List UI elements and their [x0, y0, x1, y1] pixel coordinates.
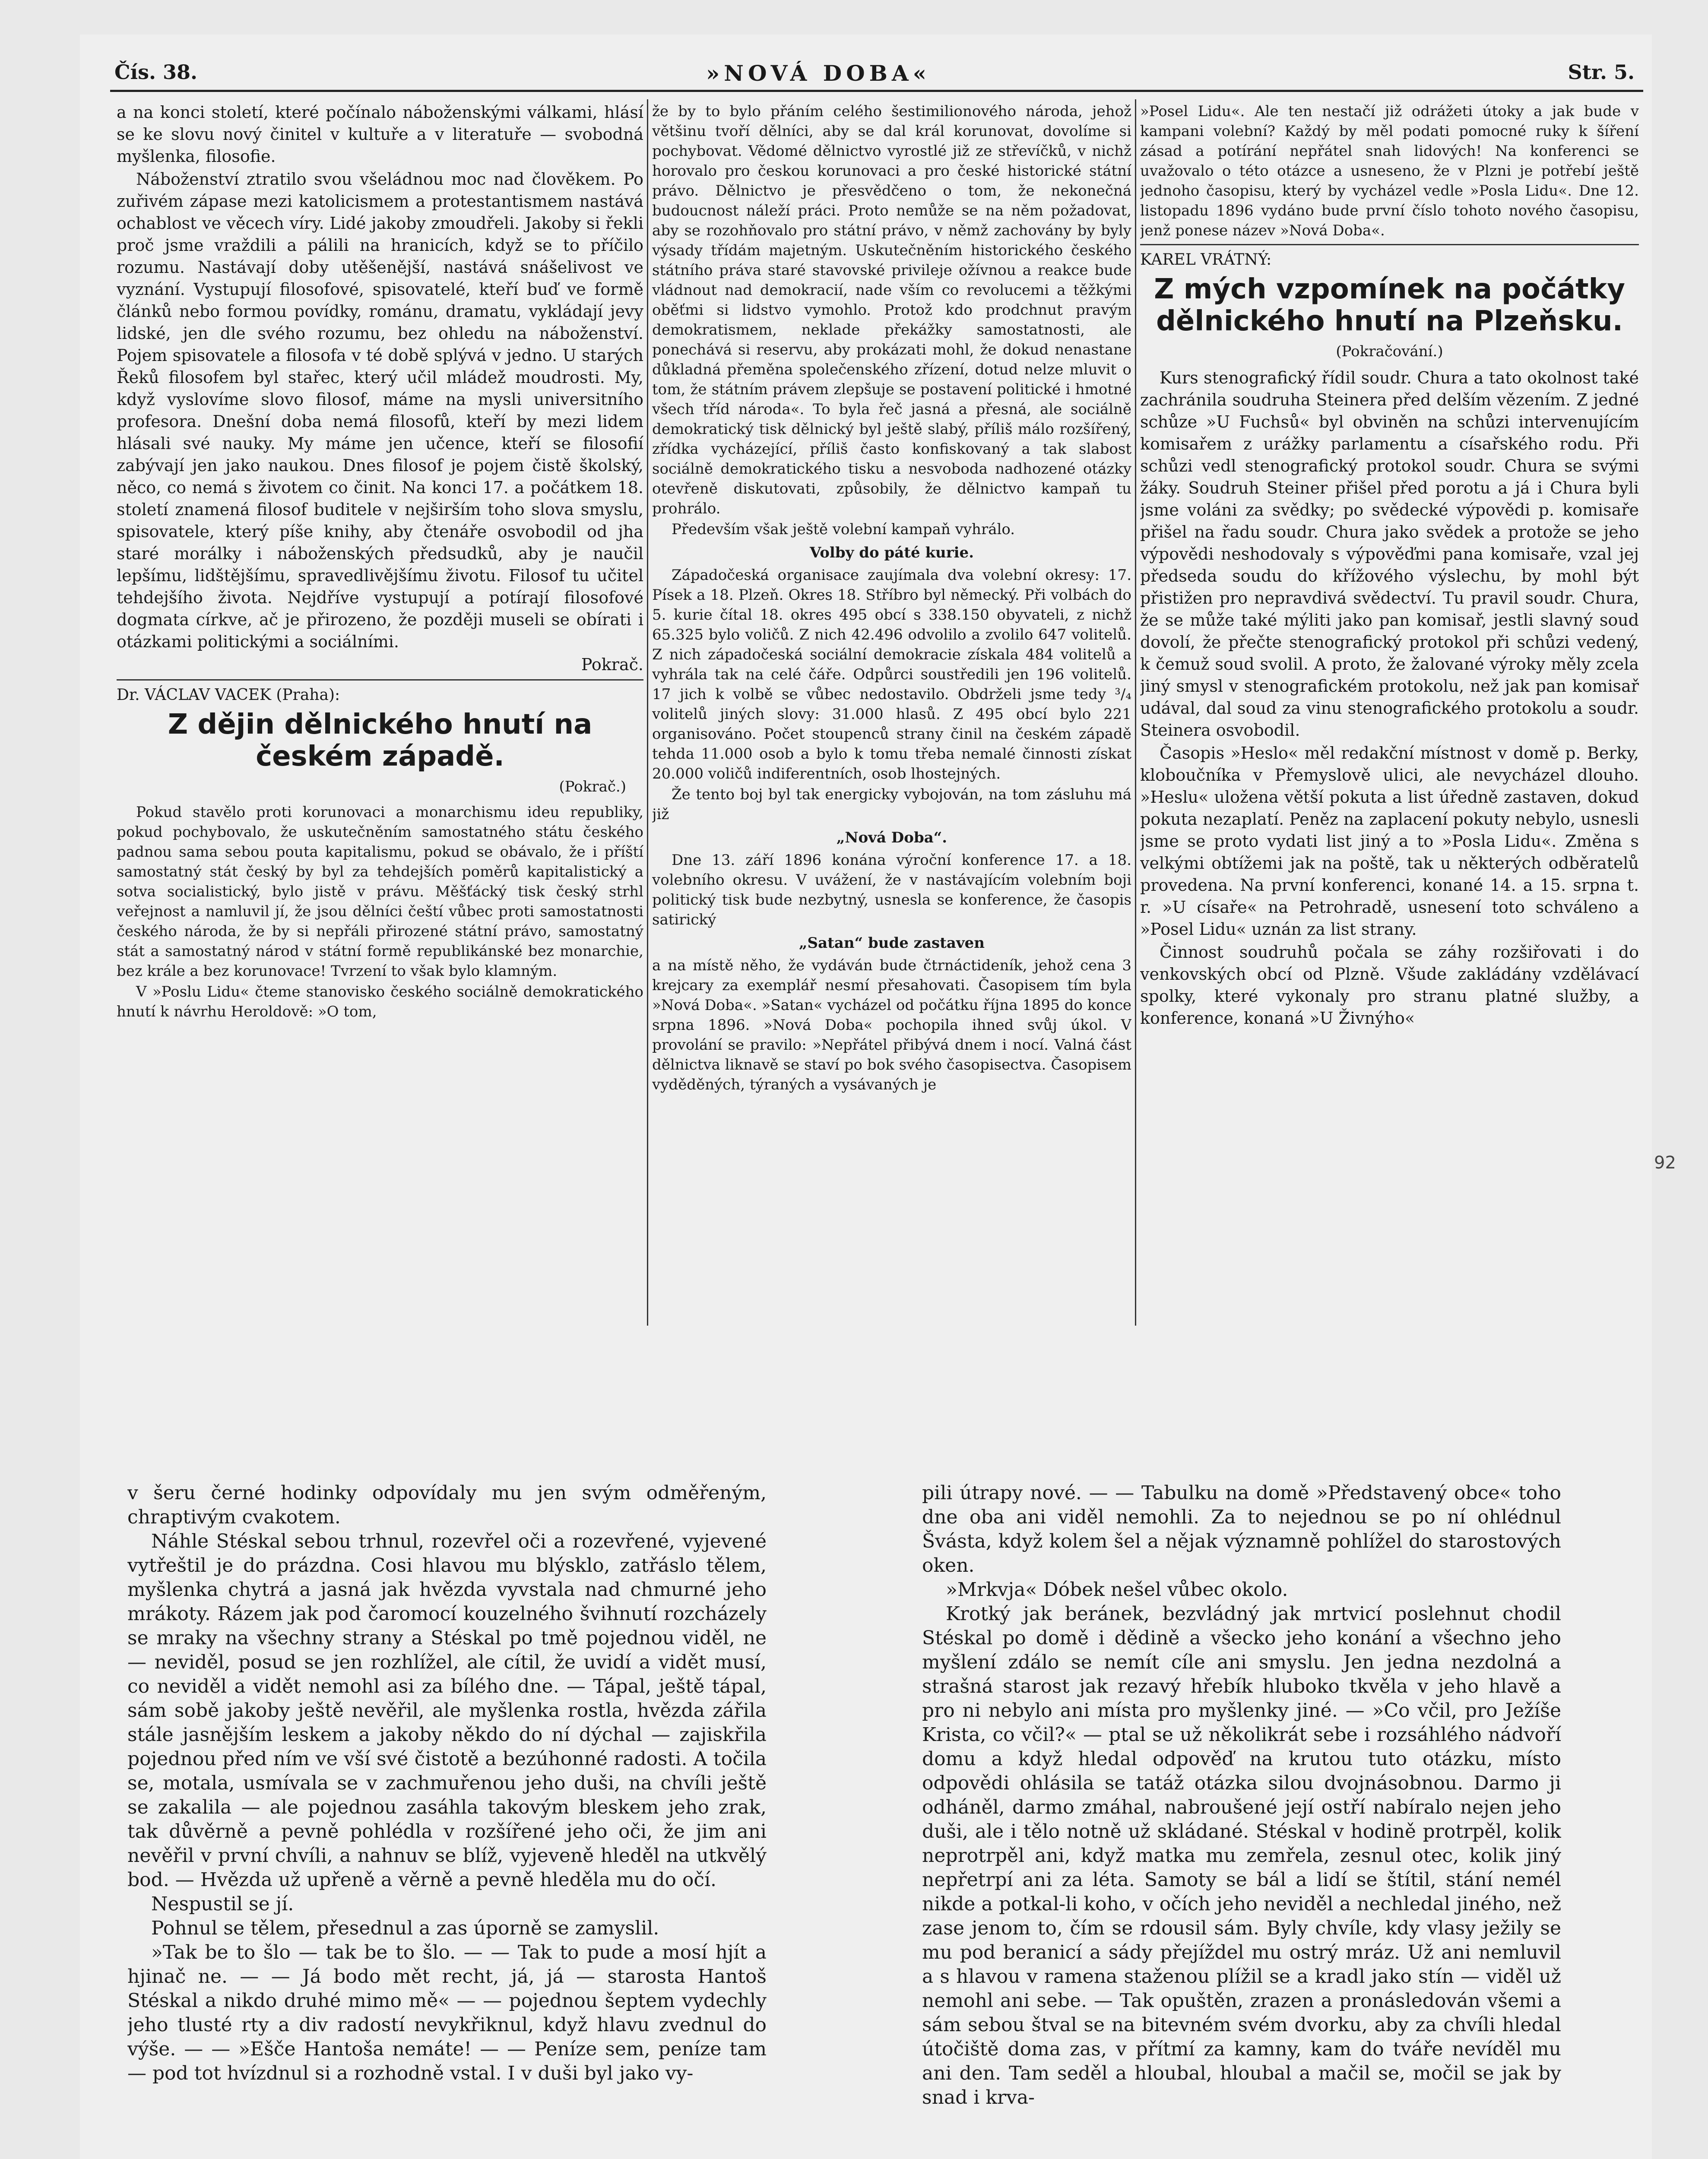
page-number: Str. 5. — [1568, 60, 1635, 84]
column-3 — [1140, 101, 1639, 1332]
paragraph: Kurs stenografický řídil soudr. Chura a tato okolnost také zachránila soudruha Steinera před delším vězením. Z jedné schůze »U Fuchsů« byl obviněn na schůzi intervenujícím komisařem z urážky parlamentu a císařského rodu. Při schůzi vedl stenografický protokol soudr. Chura se svými žáky. Soudruh Steiner přišel před porotu a já i Chura byli jsme voláni za svědky; po svědecké výpovědi p. komisaře přišel na řadu soudr. Chura jako svědek a protože se jeho výpovědi neshodovaly s výpověďmi pana komisaře, vzal jej předseda soudu do křížového výslechu, by mohl být přistižen pro nepravdivá svědectví. Tu pravil soudr. Chura, že se může také mýliti jako pan komisař, jestli slavný soud dovolí, že přečte stenografický protokol při schůzi vedený, k čemuž soud svolil. A proto, že žalované výroky měly zcela jiný smysl v stenografickém protokolu, než jak pan komisař udával, dal soud za vinu stenografického protokolu a soudr. Steinera osvobodil. — [1140, 368, 1639, 740]
story-column-left — [127, 1481, 767, 2159]
paragraph: v šeru černé hodinky odpovídaly mu jen svým odměřeným, chraptivým cvakotem. — [127, 1482, 767, 1528]
article-title: Z dějin dělnického hnutí na českém západě. — [168, 709, 593, 772]
story-column-right — [922, 1481, 1561, 2159]
paragraph: Dne 13. září 1896 konána výroční konference 17. a 18. volebního okresu. V uvážení, že v nastávajícím volebním boji politický tisk bude nezbytný, usnesla se konference, že časopis satirický — [652, 852, 1131, 928]
header-rule — [110, 90, 1643, 92]
paragraph: Že tento boj byl tak energicky vybojován, na tom zásluhu má již — [652, 786, 1131, 823]
article-author: KAREL VRÁTNÝ: — [1140, 251, 1272, 269]
article-title: Z mých vzpomínek na počátky dělnického hnutí na Plzeňsku. — [1154, 273, 1625, 337]
masthead: »NOVÁ DOBA« — [706, 60, 931, 86]
issue-number: Čís. 38. — [114, 60, 198, 84]
continuation-label: (Pokračování.) — [1336, 343, 1443, 360]
section-heading: „Nová Doba“. — [836, 829, 947, 846]
paragraph: pili útrapy nové. — — Tabulku na domě »Představený obce« toho dne oba ani viděl nemohli. Za to nejednou se po ní ohlédnul Švásta, když kolem šel a nějak významně pohlížel do starostových oken. — [922, 1482, 1561, 1577]
column-divider — [1135, 99, 1136, 1326]
paragraph: Náboženství ztratilo svou všeládnou moc nad člověkem. Po zuřivém zápase mezi katolicismem a protestantismem nastává ochablost ve věcech víry. Lidé jakoby zmoudřeli. Jakoby si řekli proč jsme vraždili a pálili na hranicích, když se to příčilo rozumu. Nastávají doby utěšenější, nastává snášelivost ve vyznání. Vystupují filosofové, spisovatelé, kteří buď ve formě článků nebo formou povídky, románu, dramatu, vykládají jevy lidské, jen dle svého rozumu, bez ohledu na náboženství. Pojem spisovatele a filosofa v té době splývá v jedno. U starých Řeků filosofem byl stařec, který učil mládež moudrosti. My, když vyslovíme slovo filosof, máme na mysli universitního profesora. Dnešní doba nemá filosofů, kteří by mezi lidem hlásali své nauky. My máme jen učence, kteří se filosofií zabývají jen jako naukou. Dnes filosof je pojem čistě školský, něco, co nemá s životem co činit. Na konci 17. a počátkem 18. století znamená filosof buditele v nejširším toho slova smyslu, spisovatele, který píše knihy, aby čtenáře osvobodil od jha staré morálky i náboženských předsudků, aby je naučil lepšímu, lidštějšímu, spravedlivějšímu životu. Filosof tu učitel tehdejšího života. Nejdříve vystupují a potírají filosofové dogmata církve, ač je přirozeno, že později museli se obírati i otázkami politickými a sociálními. — [117, 170, 643, 651]
paragraph: Krotký jak beránek, bezvládný jak mrtvicí poslehnut chodil Stéskal po domě i dědině a všecko jeho konání a všechno jeho myšlení zdálo se nemít cíle ani smyslu. Jen jedna nezdolná a strašná starost jak rezavý hřebík hluboko tkvěla v jeho hlavě a pro ni nebylo ani místa pro myšlenky jiné. — »Co včil, pro Ježíše Krista, co včil?« — ptal se už několikrát sebe i rozsáhlého nádvoří domu a když hledal odpověď na krutou tuto otázku, místo odpovědi ohlásila se tatáž otázka silou dvojnásobnou. Darmo ji odháněl, darmo zmáhal, nabroušené její ostří nabíralo nejen jeho duši, ale i tělo notně už skládané. Stéskal v hodině protrpěl, kolik neprotrpěl ani, když matka mu zemřela, zesnul otec, kolik jiný nepřetrpí ani za léta. Samoty se bál a lidí se štítil, stání nemél nikde a potkal-li koho, v očích jeho neviděl a nechledal jiného, než zase jenom to, čím se rdousil sám. Byly chvíle, kdy vlasy ježily se mu pod beranicí a sády přejíždel mu ostrý mráz. Už ani nemluvil a s hlavou v ramena staženou plížil se a kradl jako stín — viděl už nemohl ani sebe. — Tak opuštěn, zrazen a pronásledován všemi a sám sebou štval se na bitevném svém dvorku, aby za chvíli hledal útočiště doma zas, v přítmí za kamny, kam do tváře nevíděl mu ani den. Tam seděl a hloubal, hloubal a mačil se, močil se jak by snad i krva- — [922, 1603, 1561, 2108]
article-separator — [117, 679, 643, 681]
paragraph: »Posel Lidu«. Ale ten nestačí již odrážeti útoky a jak bude v kampani volební? Každý by měl podati pomocné ruky k šíření zásad a potírání nepřátel snah lidových! Na konferenci se uvažovalo o této otázce a usneseno, že v Plzni je potřebí ještě jednoho časopisu, který by vycházel vedle »Posla Lidu«. Dne 12. listopadu 1896 vydáno bude první číslo tohoto nového časopisu, jenž ponese název »Nová Doba«. — [1140, 103, 1639, 239]
paragraph: »Mrkvja« Dóbek nešel vůbec okolo. — [946, 1579, 1288, 1601]
paragraph: »Tak be to šlo — tak be to šlo. — — Tak to pude a mosí hjít a hjinač ne. — — Já bodo mět recht, já, já — starosta Hantoš Stéskal a nikdo druhé mimo mě« — — pojednou šeptem vydechly jeho tlusté rty a div radostí nevykřiknul, když hlavu zvednul do výše. — — »Ešče Hantoša nemáte! — — Peníze sem, peníze tam — pod tot hvízdnul si a rozhodně vstal. I v duši byl jako vy- — [127, 1941, 767, 2084]
column-divider — [647, 99, 648, 1326]
column-1 — [117, 101, 643, 1332]
paragraph: Především však ještě volební kampaň vyhrálo. — [672, 521, 1015, 538]
paragraph: a na konci století, které počínalo náboženskými válkami, hlásí se ke slovu nový činitel v kultuře a v literatuře — svobodná myšlenka, filosofie. — [117, 103, 643, 166]
article-author: Dr. VÁCLAV VACEK (Praha): — [117, 686, 340, 704]
paragraph: Náhle Stéskal sebou trhnul, rozevřel oči a rozevřené, vyjevené vytřeštil je do prázdna. Cosi hlavou mu blýsklo, zatřáslo tělem, myšlenka chytrá a jasná jak hvězda vyvstala nad chmurné jeho mrákoty. Rázem jak pod čaromocí kouzelného švihnutí rozcházely se mraky na všechny strany a Stéskal po tmě pojednou viděl, ne — neviděl, posud se jen rozhlížel, ale cítil, že uvidí a vidět musí, co neviděl a vidět nemohl asi za bílého dne. — Tápal, ještě tápal, sám sobě jakoby ještě nevěřil, ale myšlenka rostla, hvězda zářila stále jasnějším leskem a jakoby někdo do ní dýchal — zajiskřila pojednou před ním ve vší své čistotě a bezúhonné radosti. A točila se, motala, usmívala se v zachmuřenou jeho duši, na chvíli ještě se zakalila — ale pojednou zasáhla takovým bleskem jeho zrak, tak důvěrně a pevně pohlédla v rozšířené jeho oči, že jim ani nevěřil v první chvíli, a nahnuv se blíž, vyjeveně hleděl na utkvělý bod. — Hvězda už upřeně a věrně a pevně hleděla mu do očí. — [127, 1530, 767, 1891]
paragraph: Západočeská organisace zaujímala dva volební okresy: 17. Písek a 18. Plzeň. Okres 18. Stříbro byl německý. Při volbách do 5. kurie čítal 18. okres 495 obcí s 338.150 obyvateli, z nichž 65.325 bylo voličů. Z nich 42.496 odvolilo a zvolilo 647 volitelů. Z nich západočeská sociální demokracie získala 484 volitelů a vyhrála tak na celé čáře. Odpůrci soustředili jen 196 volitelů. 17 jich k volbě se vůbec nedostavilo. Obdrželi jsme tedy ³/₄ volitelů jiných slovy: 31.000 hlasů. Z 495 obcí bylo 221 organisováno. Počet stoupenců strany činil na českém západě tehda 11.000 osob a bylo k tomu třeba nemalé činnosti získat 20.000 voličů indiferentních, osob lhostejných. — [652, 567, 1131, 782]
paragraph: Nespustil se jí. — [151, 1893, 294, 1915]
paragraph: Časopis »Heslo« měl redakční místnost v domě p. Berky, kloboučníka v Přemyslově ulici, ale nevycházel dlouho. »Heslu« uložena větší pokuta a list úředně zastaven, dokud pokuta nezaplatí. Peněz na zaplacení pokuty nebylo, usnesli jsme se proto vydati list jiný a to »Posla Lidu«. Změna s velkými obtížemi jak na poště, tak u některých odběratelů provedena. Na první konferenci, konané 14. a 15. srpna t. r. »U císaře« na Petrohradě, usnesení toto schváleno a »Posel Lidu« uznán za list strany. — [1140, 744, 1639, 939]
margin-annotation: 92 — [1654, 1153, 1676, 1173]
section-heading: Volby do páté kurie. — [809, 544, 974, 561]
paragraph: Pokud stavělo proti korunovaci a monarchismu ideu republiky, pokud pochybovalo, že uskutečněním samostatného státu českého padnou sama sebou pouta kapitalismu, pokud se obávalo, že i příští samostatný stát český by byl za tehdejších poměrů kapitalistický a sotva socialistický, bylo jistě v právu. Měšťácký tisk český strhl veřejnost a namluvil jí, že jsou dělníci čeští vůbec proti samostatnosti českého národa, že by si nepřáli přirozené státní právo, samostatný stát a samostatný národ v státní formě republikánské bez monarchie, bez krále a bez korunovace! Tvrzení to však bylo klamným. — [117, 804, 643, 980]
article-separator — [1140, 244, 1639, 245]
continued-note: Pokrač. — [581, 655, 643, 674]
paragraph: Činnost soudruhů počala se záhy rozšiřovati i do venkovských obcí od Plzně. Všude zakládány vzdělávací spolky, které vykonaly pro stranu platné služby, a konference, konaná »U Živnýho« — [1140, 943, 1639, 1028]
column-2 — [652, 101, 1131, 1332]
paragraph: Pohnul se tělem, přesednul a zas úporně se zamyslil. — [151, 1917, 659, 1939]
continuation-label: (Pokrač.) — [559, 778, 626, 795]
paragraph: a na místě něho, že vydáván bude čtrnáctideník, jehož cena 3 krejcary za exemplář nesmí přesahovati. Časopisem tím byla »Nová Doba«. »Satan« vycházel od počátku října 1895 do konce srpna 1896. »Nová Doba« pochopila ihned svůj úkol. V provolání se pravilo: »Nepřátel přibývá dnem i nocí. Valná část dělnictva liknavě se staví po bok svého časopisectva. Časopisem vyděděných, týraných a vysávaných je — [652, 957, 1131, 1093]
section-heading: „Satan“ bude zastaven — [799, 934, 985, 952]
paragraph: že by to bylo přáním celého šestimilionového národa, jehož většinu tvoří dělníci, aby se dal král korunovat, dovolíme si pochybovat. Vědomé dělnictvo vyrostlé již ze střevíčků, v nichž horovalo pro českou korunovaci a pro české historické státní právo. Dělnictvo je přesvědčeno o tom, že nekonečná budoucnost náleží práci. Proto nemůže se na něm požadovat, aby se rozohňovalo pro státní právo, v němž zachovány by byly výsady třídám majetným. Uskutečněním historického českého státního práva staré stavovské privileje ožívnou a reakce bude vládnout nad demokracií, nade vším co revolucemi a těžkými oběťmi si lidstvo vymohlo. Protož kdo prodchnut pravým demokratismem, neklade překážky samostatnosti, ale ponechává si reservu, aby prokázati mohl, že dokud nenastane důkladná přeměna společenského zřízení, dotud nelze mluvit o tom, že státním právem zlepšuje se postavení politické i hmotné všech tříd národa«. To byla řeč jasná a přesná, ale sociálně demokratický tisk dělnický byl ještě slabý, příliš málo rozšířený, zřídka vycházející, příliš často konfiskovaný a tak slabost sociálně demokratického tisku a nesvoboda nadhozené otázky otevřeně diskutovati, způsobily, že dělnictvo kampaň tu prohrálo. — [652, 103, 1131, 517]
paragraph: V »Poslu Lidu« čteme stanovisko českého sociálně demokratického hnutí k návrhu Heroldově: »O tom, — [117, 983, 643, 1020]
